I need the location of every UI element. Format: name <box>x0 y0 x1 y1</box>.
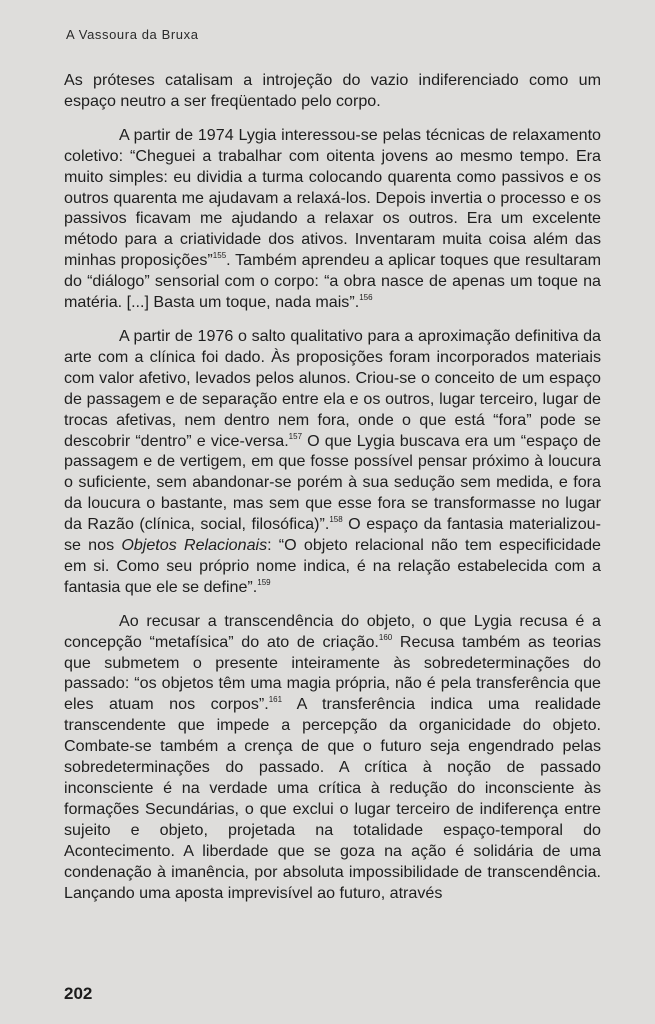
text-run: A partir de 1976 o salto qualitativo para a aproximação definitiva da arte com a clínica foi dado. Às proposições foram incorporados materiais com valor afetivo, levados pelos alunos. Criou-se o conceito de um espaço de passagem e de separação entre ela e os outros, lugar terceiro, lugar de trocas afetivas, nem dentro nem fora, onde o que está “fora” pode se descobrir “dentro” e vice-versa. <box>64 326 601 450</box>
text-run: Ao recusar a transcendência do objeto, o que Lygia recusa é a concepção “metafísica” do ato de criação. <box>64 611 601 651</box>
text-run: O que Lygia buscava era um “espaço de passagem e de vertigem, em que fosse possível pensar próximo à loucura o suficiente, sem abandonar-se porém à sua sedução sem medida, e fora da loucura o bastante, mas sem que esse fora se transformasse no lugar da Razão (clínica, social, filosófica)”. <box>64 431 601 534</box>
footnote-marker: 156 <box>359 293 373 303</box>
running-header: A Vassoura da Bruxa <box>66 27 199 42</box>
paragraph <box>64 326 601 598</box>
text-run: A partir de 1974 Lygia interessou-se pelas técnicas de relaxamento coletivo: “Cheguei a trabalhar com oitenta jovens ao mesmo tempo. Era muito simples: eu dividia a turma colocando quarenta como passivos e os outros quarenta me ajudavam a relaxá-los. Depois invertia o processo e os passivos ficavam me ajudando a relaxar os outros. Era um excelente método para a criatividade dos ativos. Inventaram muita coisa além das minhas proposições” <box>64 125 601 270</box>
footnote-marker: 157 <box>288 431 303 441</box>
body-text <box>64 70 601 916</box>
paragraph <box>64 611 601 904</box>
footnote-marker: 161 <box>268 695 283 705</box>
paragraph <box>64 125 601 313</box>
text-run: A transferência indica uma realidade transcendente que impede a percepção da organicidade do objeto. Combate-se também a crença de que o futuro seja engendrado pelas sobredeterminações do passado. A crítica à noção de passado inconsciente é na verdade uma crítica à redução do inconsciente às formações Secundárias, o que exclui o lugar terceiro de indiferença entre sujeito e objeto, projetada na totalidade espaço-temporal do Acontecimento. A liberdade que se goza na ação é solidária de uma condenação à imanência, por absoluta impossibilidade de transcendência. Lançando uma aposta imprevisível ao futuro, através <box>64 695 601 902</box>
footnote-marker: 159 <box>257 577 271 587</box>
page-number: 202 <box>64 984 93 1003</box>
footnote-marker: 155 <box>212 251 227 261</box>
text-run: O espaço da fantasia materializou-se nos <box>64 515 601 555</box>
footnote-marker: 160 <box>378 632 393 642</box>
text-run: : “O objeto relacional não tem especificidade em si. Como seu próprio nome indica, é na relação estabelecida com a fantasia que ele se define”. <box>64 536 601 596</box>
text-run: As próteses catalisam a introjeção do vazio indiferenciado como um espaço neutro a ser freqüentado pelo corpo. <box>64 71 601 110</box>
paragraph <box>64 70 601 112</box>
text-run: . Também aprendeu a aplicar toques que resultaram do “diálogo” sensorial com o corpo: “a obra nasce de apenas um toque na matéria. [...] Basta um toque, nada mais”. <box>64 251 601 312</box>
italic-text: Objetos Relacionais <box>121 536 268 555</box>
footnote-marker: 158 <box>329 515 343 525</box>
text-run: Recusa também as teorias que submetem o presente inteiramente às sobredeterminações do passado: “os objetos têm uma magia própria, não é pela transferência que eles atuam nos corpos”. <box>64 632 601 714</box>
